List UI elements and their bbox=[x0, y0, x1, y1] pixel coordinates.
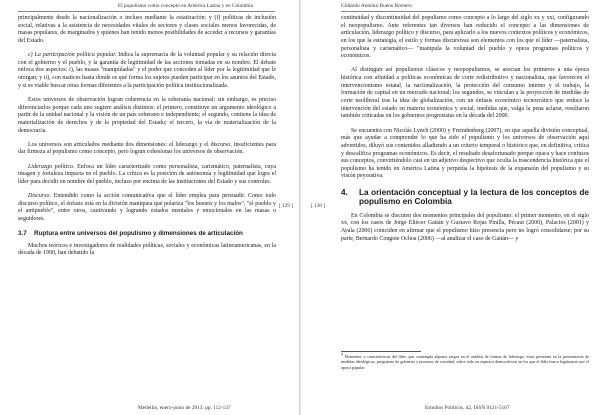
section-number: 4. bbox=[341, 187, 348, 197]
section-heading bbox=[18, 230, 276, 237]
paragraph: c) La participación política popular. Indica la supremacía de la voluntad popular y su relación directa con el gobierno y el pueblo, y la garantía de legitimidad de las acciones tomadas en su nombre. El debate enfoca dos aspectos: i), las masas "manipuladas" y el poder que conceden al líder por la legitimidad que le otorgan; y ii), con matices hasta donde es qué forma los sujetos pueden participar en los asuntos del Estado, y si es viable buscar otras formas diferentes a la participación política institucionalizada. bbox=[18, 52, 276, 89]
page-footer: Medellín, enero-junio de 2013: pp. 112-137 bbox=[138, 405, 231, 411]
footnote-marker: 4 bbox=[341, 351, 343, 357]
paragraph-lead: Discurso. bbox=[28, 192, 51, 199]
paragraph-lead: Liderazgo político. bbox=[28, 163, 75, 170]
section-number: 3.7 bbox=[18, 230, 27, 238]
paragraph: continuidad y discontinuidad del populismo como concepto a lo largo del siglo xx y xxi, configurando el neopopulismo. Ante referentes tan diversos han reducido el concepto a las dimensiones de articulación, liderazgo político y discurso, para aplicarlo a los nuevos contextos políticos y económicos, en los que la estrategia, el estilo y formas discursivas son elementos con los que el líder —paternalista, personalista y carismático— "manipula la voluntad del pueblo y opera programas políticos y económicos. bbox=[341, 15, 589, 60]
section-title: La orientación conceptual y la lectura de los conceptos de populismo en Colombia bbox=[359, 187, 589, 207]
paragraph: Los universos son articulados mediante dos dimensiones: el liderazgo y el discurso, insuficientes para dar firmeza al populismo como concepto, pero logran cohesionar los universos de observación. bbox=[18, 141, 276, 156]
text-column bbox=[341, 15, 589, 250]
paragraph: principalmente desde la nacionalización o incluso mediante la estatización; y (f) políticas de inclusión social, relativas a la asistencia de necesidades vitales de sectores y clases sociales menos favorecidas, de masas populares, de marginados y quienes han tenido menos posibilidades de acceder a recursos y garantías del Estado. bbox=[18, 15, 276, 44]
paragraph: Discurso. Entendido como la acción comunicativa que el líder emplea para persuadir. Como todo discurso político, el énfasis está en la división maniquea que polariza "los buenos y los malos", "el pueblo y el antipueblo", entre otros, cautivando y logrando estados mentales y emocionales en las masas o seguidores. bbox=[18, 192, 276, 222]
paragraph: Liderazgo político. Enfoca un líder caracterizado como personalista, carismático, paternalista, cuya imagen y fortaleza impacta en el pueblo. La crítica es la posición de autonomía y legitimidad que logra el líder para decidir en nombre del pueblo, incluso por encima de las instituciones del Estado y sus controles. bbox=[18, 163, 276, 185]
running-header: El populismo como concepto en América Latina y en Colombia bbox=[118, 3, 253, 9]
page-footer: Estudios Políticos, 42, ISSN 0121-5167 bbox=[425, 405, 510, 411]
page-number: [ 130 ] bbox=[311, 203, 326, 209]
paragraph: Al distinguir así populismos clásicos y neopopulismos, se asocian los primeros a una época histórica con afinidad a políticas económicas de corte redistributivo y nacionalista, que favorecen el intervencionismo estatal, la nacionalización, la protección del consumo interno y el trabajo, la formación de capital en un mercado nacional; los segundos, se vinculan a la proyección de medidas de corte neoliberal tras la idea de globalización, con un énfasis económico tecnocrático que reduce la intervención del estado en materia económica y social, medidas que, valga la pena aclarar, resultaron también criticadas en los gobiernos progresistas en la década del 2000. bbox=[341, 67, 589, 120]
paragraph: Se encuentra con Nicolás Lynch (2000) y Freindenberg (2007), en que aquella división conceptual, más que ayudar a comprender lo que ha sido el populismo y los universos de observación aquí advertidos, diluyó sus contenidos alladiendo a un criterio temporal o histórico que, en definitiva, critica y descalifica programas económicos. Es decir, el resultado desafortunado porque opaca y hace confusos sus conceptos, convirtiéndolo casi en un adjetivo despectivo que oculta la trascendencia histórica que el populismo ha tenido en América Latina y perpetúa la hipótesis de la expansión del populismo y su visión peyorativa. bbox=[341, 127, 589, 180]
paragraph: En Colombia se discuten dos momentos principales del populismo: el primer momento, en el siglo xx, con los casos de Jorge Eliécer Gaitán y Gustavo Rojas Pinilla, Pécaut (2000), Palacios (2001) y Ayala (2006) coinciden en afirmar que el populismo hizo presencia pero no logró consolidarse; por su parte, Bernardo Congote Ochoa (2006) —al analizar el caso de Gaitán— y bbox=[341, 212, 589, 242]
footnote: 4 Elementos y características del líder, que contempla algunos rasgos en el análisis de formas de liderazgo, estas presentes en la presentación de medidas ideológicas, programas de gobierno y procesos de sociedad, sobre todo en espacios democráticos en los que el líder busca legitimarse por el apoyo popular. bbox=[341, 351, 589, 370]
section-title: Ruptura entre universos del populismo y dimensiones de articulación bbox=[34, 230, 243, 238]
header-rule bbox=[18, 11, 275, 12]
paragraph: Estos universos de observación logran coherencia en la soberanía nacional; sin embargo, es preciso diferenciarlos porque cada uno sugiere análisis distintos: el primero, constituye un argumento ideológico a partir de la unidad nacional y la visión de un país soberano e independiente; el segundo, contiene la idea de materialización de derechos y de la propiedad del Estado; el tercero, la vía de materialización de la democracia. bbox=[18, 96, 276, 134]
section-heading bbox=[341, 188, 589, 207]
header-rule bbox=[341, 11, 588, 12]
right-page bbox=[300, 0, 600, 415]
page-number: [ 129 ] bbox=[278, 203, 293, 209]
text-column bbox=[18, 15, 276, 264]
running-header: Gildardo Antonio Bueno Romero bbox=[341, 3, 412, 9]
paragraph: Muchos teóricos e investigadores de realidades políticas, sociales y económicas latinoamericanas, en la década de 1990, han debatido la bbox=[18, 242, 276, 257]
paragraph-lead: c) La participación política popular. bbox=[28, 52, 117, 59]
footnote-rule bbox=[341, 351, 421, 352]
